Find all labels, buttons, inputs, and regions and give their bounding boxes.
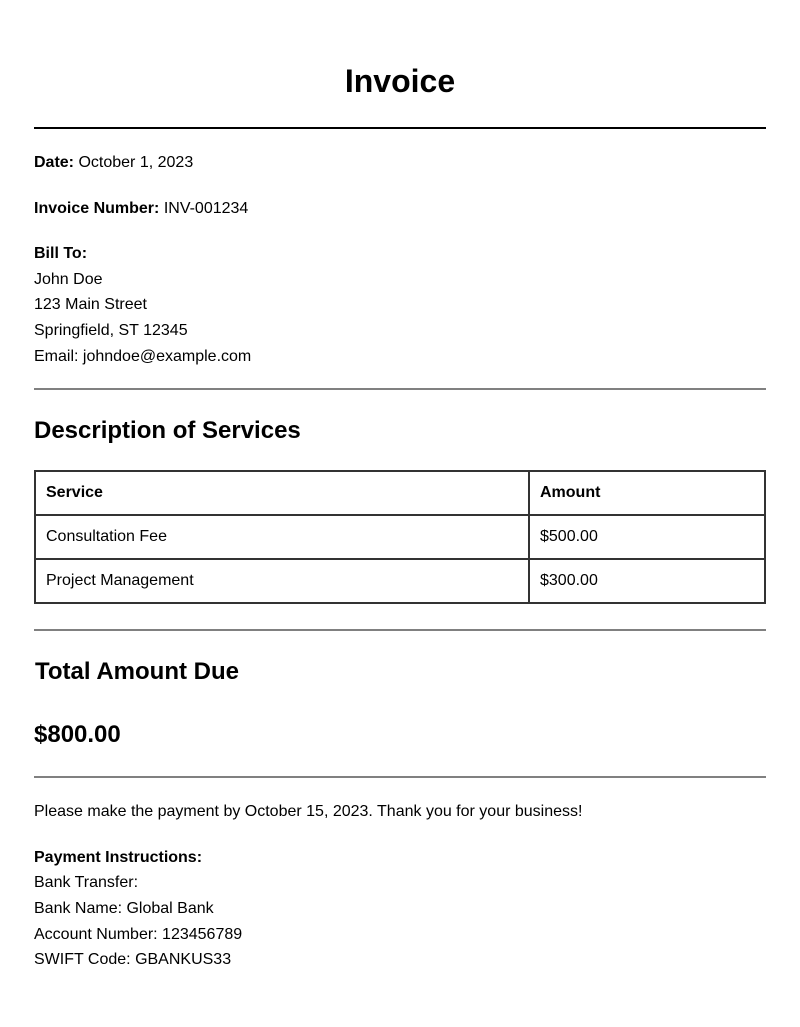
amount-cell: $300.00 [529, 559, 765, 603]
table-row [35, 559, 765, 603]
service-cell: Project Management [35, 559, 529, 603]
table-row [35, 515, 765, 559]
payment-method: Bank Transfer: [34, 874, 139, 891]
services-table [34, 470, 766, 604]
bill-to-city: Springfield, ST 12345 [34, 322, 188, 339]
date-label: Date: [34, 154, 75, 171]
column-header-amount: Amount [529, 471, 765, 515]
invoice-title: Invoice [344, 63, 456, 99]
column-header-service: Service [35, 471, 529, 515]
invoice-number-label: Invoice Number: [34, 200, 160, 217]
amount-cell: $500.00 [529, 515, 765, 559]
services-heading: Description of Services [34, 417, 301, 444]
bill-to-name: John Doe [34, 271, 103, 288]
section-divider [34, 776, 766, 778]
bill-to-email: Email: johndoe@example.com [34, 348, 252, 365]
total-heading: Total Amount Due [35, 658, 239, 685]
invoice-date [34, 153, 193, 173]
invoice-number-value: INV-001234 [163, 200, 249, 217]
section-divider [34, 629, 766, 631]
bank-name: Bank Name: Global Bank [34, 900, 214, 917]
bill-to-street: 123 Main Street [34, 296, 147, 313]
bill-to-label: Bill To: [34, 245, 88, 262]
invoice-number [34, 199, 248, 219]
payment-note: Please make the payment by October 15, 2023. Thank you for your business! [34, 803, 583, 820]
date-value: October 1, 2023 [78, 154, 194, 171]
table-header-row [35, 471, 765, 515]
title-divider [34, 127, 766, 129]
service-cell: Consultation Fee [35, 515, 529, 559]
payment-instructions-label: Payment Instructions: [34, 849, 203, 866]
account-number: Account Number: 123456789 [34, 926, 243, 943]
total-amount: $800.00 [34, 721, 121, 748]
swift-code: SWIFT Code: GBANKUS33 [34, 951, 232, 968]
section-divider [34, 388, 766, 390]
